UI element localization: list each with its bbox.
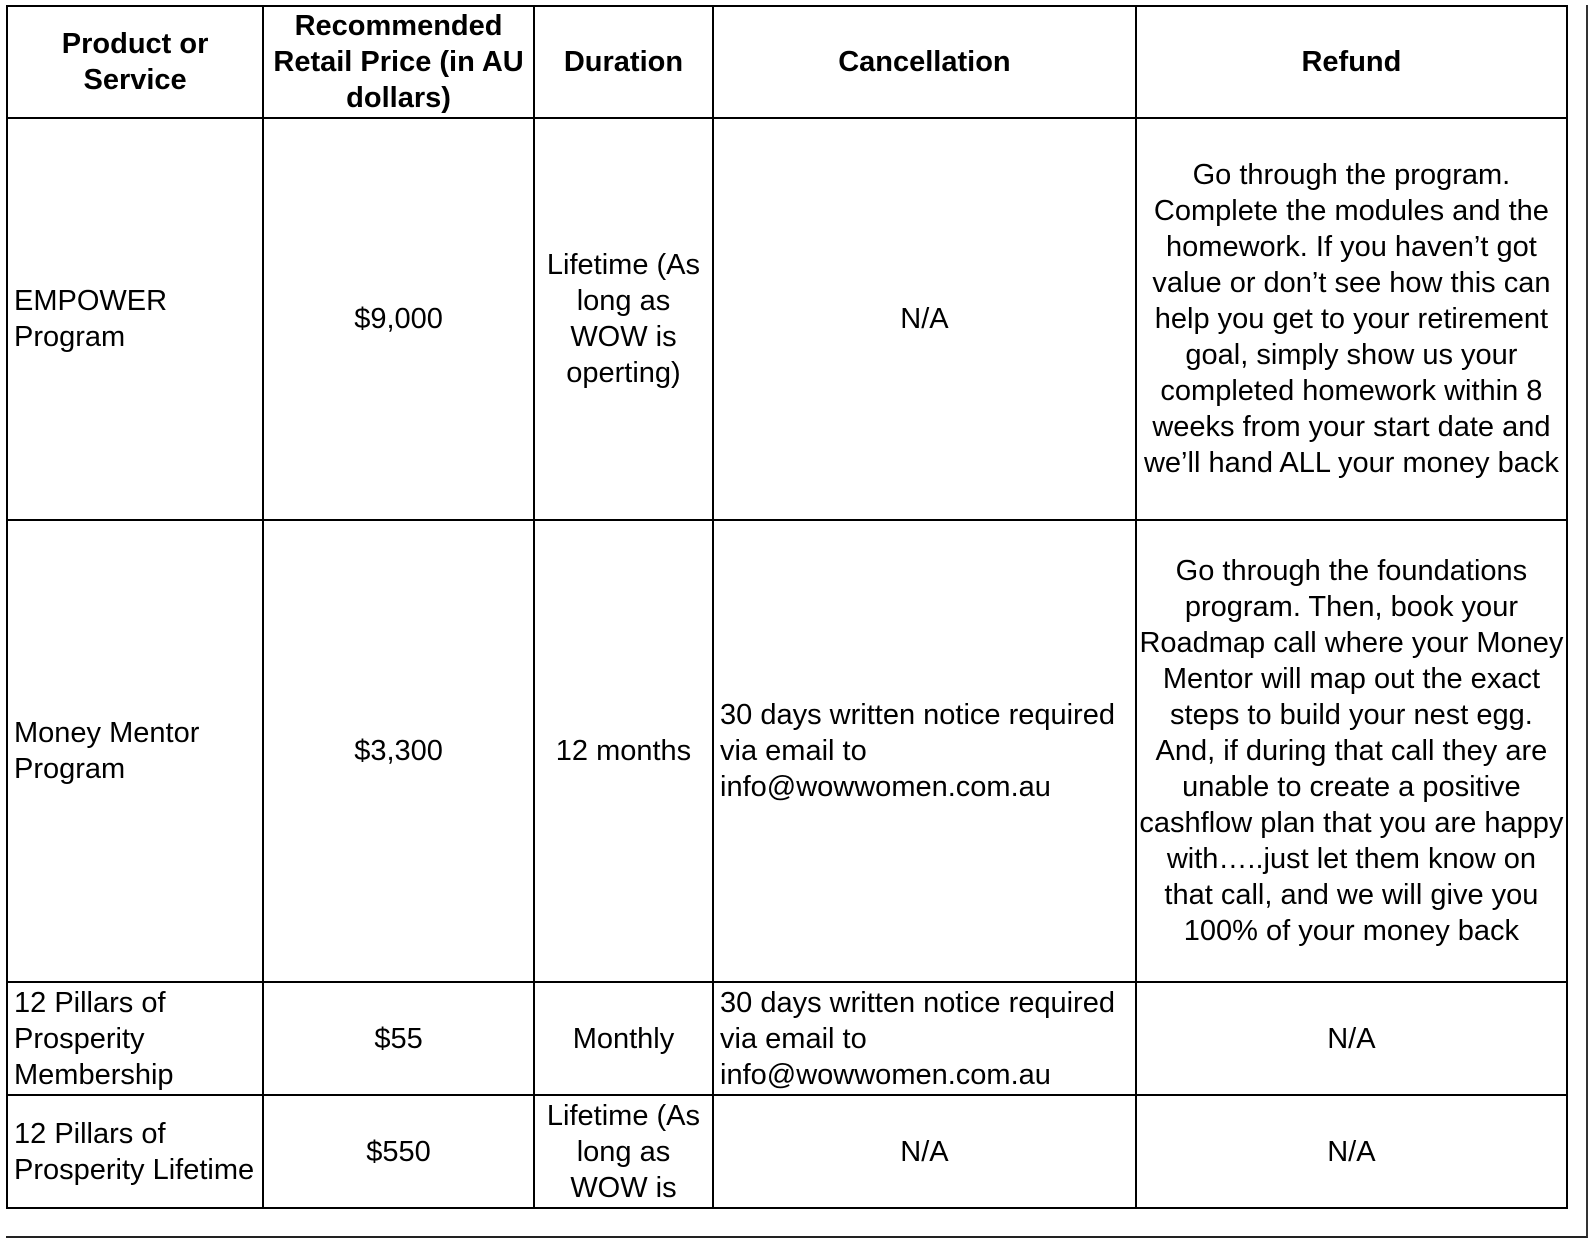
cell-cancellation: 30 days written notice required via email to info@wowwomen.com.au [713,982,1136,1095]
cell-refund: N/A [1136,1095,1567,1208]
header-refund: Refund [1136,6,1567,118]
table-row [7,118,1567,520]
cell-duration: Monthly [534,982,713,1095]
cell-product: 12 Pillars of Prosperity Membership [7,982,263,1095]
cell-refund: Go through the foundations program. Then, book your Roadmap call where your Money Mentor will map out the exact steps to build your nest egg. And, if during that call they are unable to create a positive cashflow plan that you are happy with…..just let them know on that call, and we will give you 100% of your money back [1136,520,1567,982]
cell-duration-text: Lifetime (As long as WOW is [546,1099,701,1204]
pricing-policy-table-container [6,5,1588,1238]
pricing-policy-table [6,5,1568,1209]
header-row [7,6,1567,118]
table-row [7,982,1567,1095]
table-row [7,1095,1567,1208]
cell-duration [534,1095,713,1208]
cell-price: $550 [263,1095,534,1208]
cell-refund: N/A [1136,982,1567,1095]
table-row [7,520,1567,982]
cell-price: $3,300 [263,520,534,982]
header-price: Recommended Retail Price (in AU dollars) [263,6,534,118]
cell-product: 12 Pillars of Prosperity Lifetime [7,1095,263,1208]
cell-cancellation: N/A [713,1095,1136,1208]
cell-price: $55 [263,982,534,1095]
cell-product: Money Mentor Program [7,520,263,982]
cell-product: EMPOWER Program [7,118,263,520]
cell-duration: 12 months [534,520,713,982]
cell-duration: Lifetime (As long as WOW is operting) [534,118,713,520]
header-duration: Duration [534,6,713,118]
cell-price: $9,000 [263,118,534,520]
cell-cancellation: N/A [713,118,1136,520]
header-cancellation: Cancellation [713,6,1136,118]
cell-cancellation: 30 days written notice required via email to info@wowwomen.com.au [713,520,1136,982]
header-product: Product or Service [7,6,263,118]
cell-refund: Go through the program. Complete the modules and the homework. If you haven’t got value or don’t see how this can help you get to your retirement goal, simply show us your completed homework within 8 weeks from your start date and we’ll hand ALL your money back [1136,118,1567,520]
